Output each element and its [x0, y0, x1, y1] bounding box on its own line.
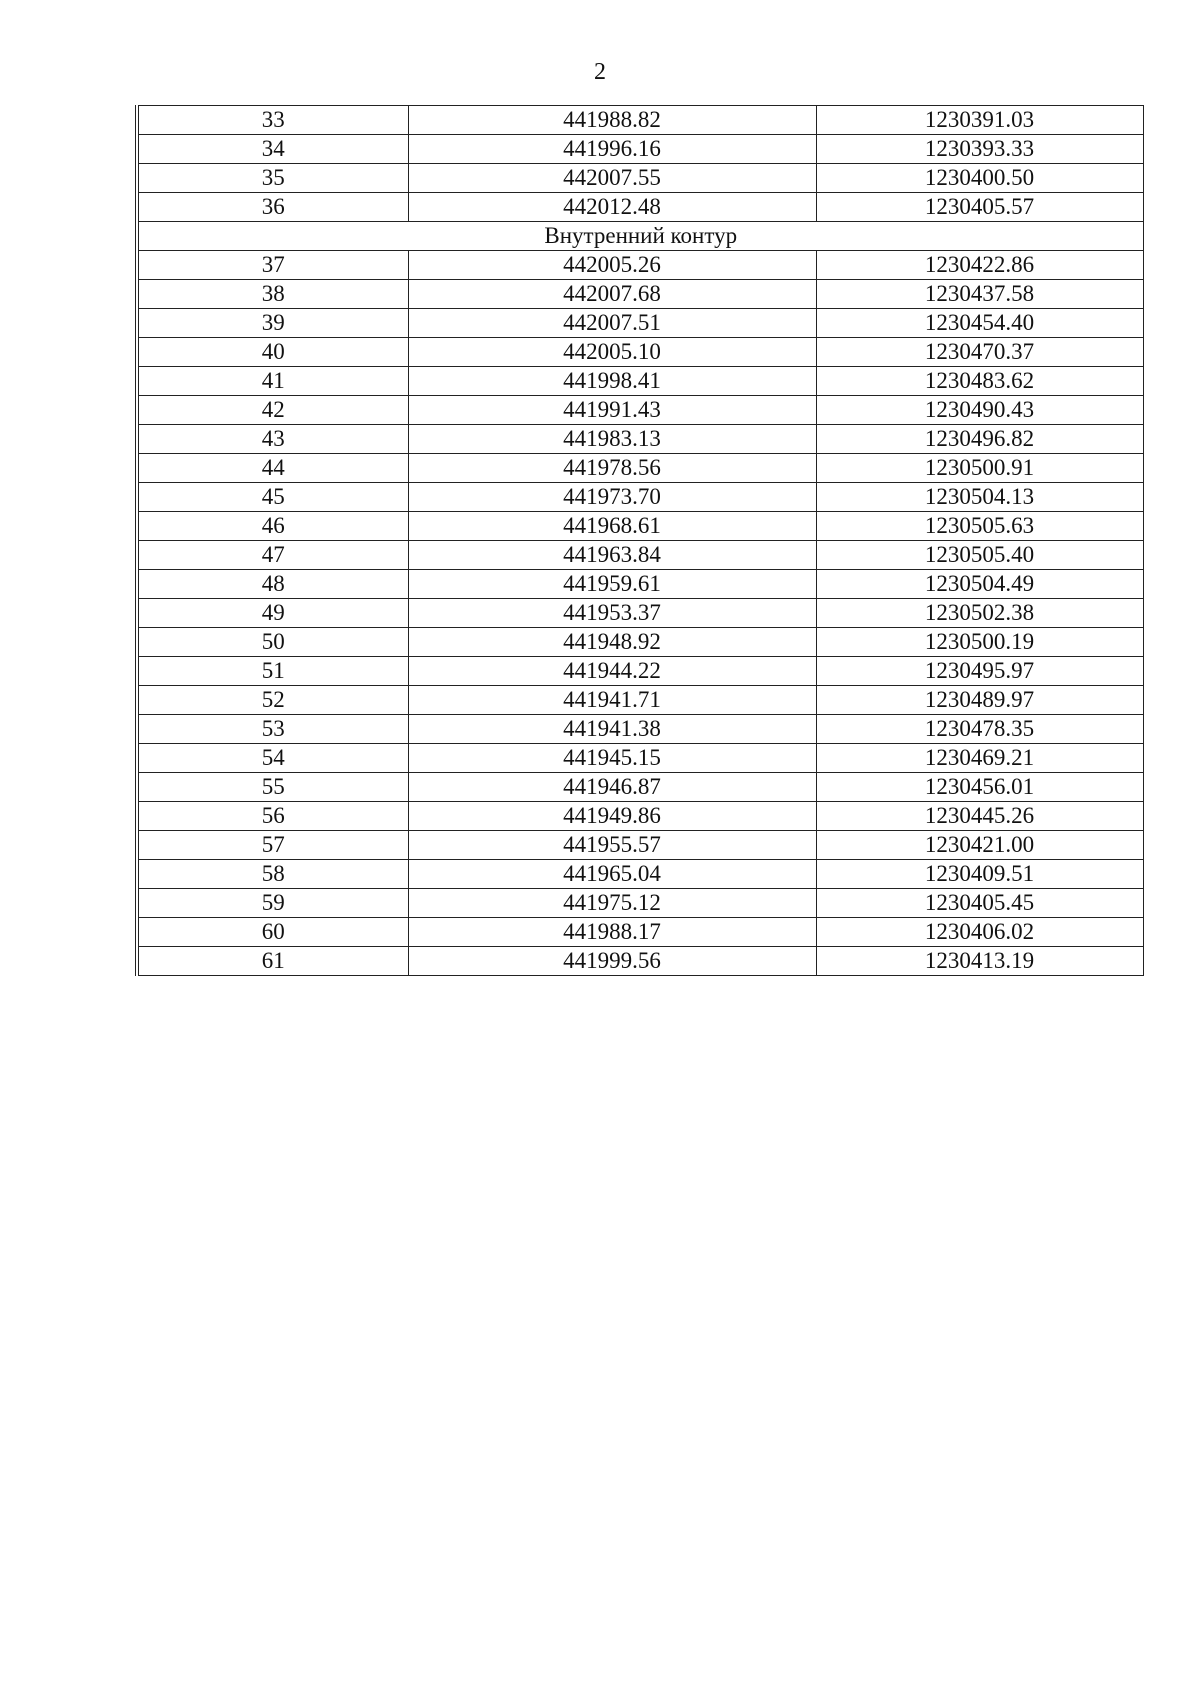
x-coordinate-cell: 441999.56: [408, 947, 816, 976]
table-row: [137, 802, 1143, 831]
y-coordinate-cell: 1230409.51: [816, 860, 1143, 889]
x-coordinate-cell: 441996.16: [408, 135, 816, 164]
x-coordinate-cell: 442005.10: [408, 338, 816, 367]
x-coordinate-cell: 441978.56: [408, 454, 816, 483]
y-coordinate-cell: 1230393.33: [816, 135, 1143, 164]
y-coordinate-cell: 1230478.35: [816, 715, 1143, 744]
table-row: [137, 396, 1143, 425]
y-coordinate-cell: 1230500.91: [816, 454, 1143, 483]
y-coordinate-cell: 1230405.45: [816, 889, 1143, 918]
table-row: [137, 744, 1143, 773]
y-coordinate-cell: 1230483.62: [816, 367, 1143, 396]
x-coordinate-cell: 441946.87: [408, 773, 816, 802]
x-coordinate-cell: 441948.92: [408, 628, 816, 657]
point-number-cell: 53: [137, 715, 408, 744]
point-number-cell: 49: [137, 599, 408, 628]
x-coordinate-cell: 441953.37: [408, 599, 816, 628]
table-row: [137, 570, 1143, 599]
point-number-cell: 34: [137, 135, 408, 164]
table-row: [137, 831, 1143, 860]
y-coordinate-cell: 1230445.26: [816, 802, 1143, 831]
x-coordinate-cell: 441941.38: [408, 715, 816, 744]
point-number-cell: 42: [137, 396, 408, 425]
x-coordinate-cell: 442007.55: [408, 164, 816, 193]
x-coordinate-cell: 441988.17: [408, 918, 816, 947]
table-row: [137, 338, 1143, 367]
table-row: [137, 889, 1143, 918]
point-number-cell: 39: [137, 309, 408, 338]
table-row: [137, 367, 1143, 396]
y-coordinate-cell: 1230400.50: [816, 164, 1143, 193]
point-number-cell: 57: [137, 831, 408, 860]
table-row: [137, 251, 1143, 280]
y-coordinate-cell: 1230504.49: [816, 570, 1143, 599]
table-row: [137, 628, 1143, 657]
y-coordinate-cell: 1230496.82: [816, 425, 1143, 454]
point-number-cell: 40: [137, 338, 408, 367]
table-row: [137, 860, 1143, 889]
y-coordinate-cell: 1230405.57: [816, 193, 1143, 222]
x-coordinate-cell: 441973.70: [408, 483, 816, 512]
table-row: [137, 773, 1143, 802]
point-number-cell: 58: [137, 860, 408, 889]
x-coordinate-cell: 441944.22: [408, 657, 816, 686]
x-coordinate-cell: 441941.71: [408, 686, 816, 715]
y-coordinate-cell: 1230502.38: [816, 599, 1143, 628]
section-row: [137, 222, 1143, 251]
y-coordinate-cell: 1230437.58: [816, 280, 1143, 309]
x-coordinate-cell: 441949.86: [408, 802, 816, 831]
x-coordinate-cell: 442007.51: [408, 309, 816, 338]
point-number-cell: 47: [137, 541, 408, 570]
point-number-cell: 61: [137, 947, 408, 976]
point-number-cell: 48: [137, 570, 408, 599]
y-coordinate-cell: 1230505.40: [816, 541, 1143, 570]
y-coordinate-cell: 1230489.97: [816, 686, 1143, 715]
y-coordinate-cell: 1230500.19: [816, 628, 1143, 657]
table-row: [137, 483, 1143, 512]
point-number-cell: 36: [137, 193, 408, 222]
point-number-cell: 54: [137, 744, 408, 773]
coordinates-table: [135, 105, 1144, 976]
table-row: [137, 164, 1143, 193]
table-row: [137, 715, 1143, 744]
point-number-cell: 52: [137, 686, 408, 715]
point-number-cell: 50: [137, 628, 408, 657]
x-coordinate-cell: 441968.61: [408, 512, 816, 541]
point-number-cell: 55: [137, 773, 408, 802]
x-coordinate-cell: 442012.48: [408, 193, 816, 222]
y-coordinate-cell: 1230421.00: [816, 831, 1143, 860]
point-number-cell: 41: [137, 367, 408, 396]
point-number-cell: 44: [137, 454, 408, 483]
y-coordinate-cell: 1230456.01: [816, 773, 1143, 802]
point-number-cell: 43: [137, 425, 408, 454]
table-row: [137, 541, 1143, 570]
table-row: [137, 454, 1143, 483]
x-coordinate-cell: 441965.04: [408, 860, 816, 889]
point-number-cell: 46: [137, 512, 408, 541]
point-number-cell: 60: [137, 918, 408, 947]
x-coordinate-cell: 441998.41: [408, 367, 816, 396]
table-row: [137, 918, 1143, 947]
table-row: [137, 947, 1143, 976]
table-row: [137, 599, 1143, 628]
y-coordinate-cell: 1230413.19: [816, 947, 1143, 976]
point-number-cell: 56: [137, 802, 408, 831]
table-row: [137, 280, 1143, 309]
y-coordinate-cell: 1230422.86: [816, 251, 1143, 280]
y-coordinate-cell: 1230470.37: [816, 338, 1143, 367]
x-coordinate-cell: 441963.84: [408, 541, 816, 570]
point-number-cell: 51: [137, 657, 408, 686]
table-row: [137, 106, 1143, 135]
x-coordinate-cell: 441945.15: [408, 744, 816, 773]
table-row: [137, 686, 1143, 715]
x-coordinate-cell: 441975.12: [408, 889, 816, 918]
y-coordinate-cell: 1230505.63: [816, 512, 1143, 541]
x-coordinate-cell: 441991.43: [408, 396, 816, 425]
y-coordinate-cell: 1230490.43: [816, 396, 1143, 425]
y-coordinate-cell: 1230454.40: [816, 309, 1143, 338]
x-coordinate-cell: 441959.61: [408, 570, 816, 599]
point-number-cell: 59: [137, 889, 408, 918]
table-row: [137, 512, 1143, 541]
x-coordinate-cell: 441983.13: [408, 425, 816, 454]
section-label: Внутренний контур: [137, 222, 1143, 251]
x-coordinate-cell: 441955.57: [408, 831, 816, 860]
y-coordinate-cell: 1230391.03: [816, 106, 1143, 135]
table-row: [137, 657, 1143, 686]
x-coordinate-cell: 442007.68: [408, 280, 816, 309]
point-number-cell: 33: [137, 106, 408, 135]
table-row: [137, 135, 1143, 164]
y-coordinate-cell: 1230469.21: [816, 744, 1143, 773]
x-coordinate-cell: 441988.82: [408, 106, 816, 135]
table-row: [137, 309, 1143, 338]
coordinates-table-body: [137, 106, 1143, 976]
y-coordinate-cell: 1230495.97: [816, 657, 1143, 686]
page-number: 2: [594, 59, 606, 85]
table-row: [137, 193, 1143, 222]
x-coordinate-cell: 442005.26: [408, 251, 816, 280]
point-number-cell: 38: [137, 280, 408, 309]
y-coordinate-cell: 1230504.13: [816, 483, 1143, 512]
y-coordinate-cell: 1230406.02: [816, 918, 1143, 947]
point-number-cell: 37: [137, 251, 408, 280]
point-number-cell: 35: [137, 164, 408, 193]
point-number-cell: 45: [137, 483, 408, 512]
table-row: [137, 425, 1143, 454]
